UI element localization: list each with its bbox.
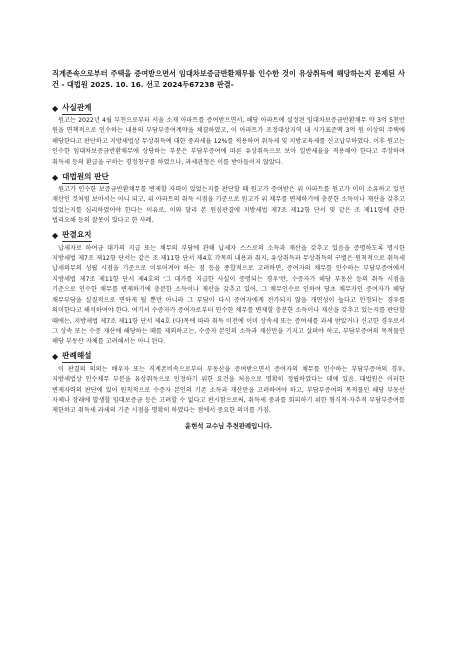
section-body: 납세자로 하여금 대가의 지급 또는 채무의 부담에 관해 납세자 스스로의 소득과 재산을 갖추고 있음을 증명하도록 명시한 지방세법 제7조 제12항 단서는 같은 조 제11항 단서 제4호 각목의 내용과 취지, 유상취득과 무상취득의 구별은 원칙적으로 취득세 납세의무의 성립 시점을 기준으로 이루어져야 하는 점 등을 종합적으로 고려하면, 증여자의 채무를 인수하는 부담부증여에서 지방세법 제7조 제11항 단서 제4호의 '그 대가를 지급한 사실이 증명되는 경우'란, 수증자가 해당 부동산 등의 취득 시점을 기준으로 인수한 채무를 변제하기에 충분한 소득이나 재산을 갖추고 있어, 그 채무인수로 인하여 당초 채무자인 증여자가 해당 채무부담을 실질적으로 면하게 될 뿐만 아니라 그 부담이 다시 증여자에게 전가되지 않을 개연성이 높다고 인정되는 경우를 의미한다고 해석하여야 한다. 여기서 수증자가 증여자로부터 인수한 채무를 변제할 충분한 소득이나 재산을 갖추고 있는지를 판단할 때에는, 지방세법 제7조 제11항 단서 제4호 (다)목에 따라 취득 이전에 이미 상속세 또는 증여세를 과세 받았거나 신고한 경우로서 그 상속 또는 수증 재산에 해당하는 때를 제외하고는, 수증자 본인의 소득과 재산만을 기지고 살펴야 하고, 부담부증여의 목적물인 해당 부동산 자체를 고려해서는 아니 된다. (52, 244, 405, 346)
section-court-judgment (52, 171, 405, 227)
section-heading-label: 판례해설 (62, 350, 91, 363)
section-facts (52, 102, 405, 168)
section-heading (52, 351, 405, 363)
section-heading-label: 사실관계 (62, 102, 91, 115)
section-heading-label: 판결요지 (62, 229, 91, 242)
diamond-bullet-icon: ◆ (52, 172, 59, 182)
section-heading (52, 171, 405, 183)
section-holding (52, 230, 405, 348)
diamond-bullet-icon: ◆ (52, 352, 59, 362)
document-title: 직계존속으로부터 주택을 증여받으면서 임대차보증금반환채무를 인수한 것이 유상취득에 해당하는지 문제된 사건 - 대법원 2025. 10. 16. 선고 2024두67238 판결- (52, 69, 405, 89)
section-body: 이 판결의 의의는 배우자 또는 직계존비속으로부터 부동산을 증여받으면서 증여자의 채무를 인수하는 부담부증여의 경우, 지방세법상 인수채무 부분을 유상취득으로 인정하기 위한 요건을 처음으로 명확히 정립하였다는 데에 있음. 대법원은 이러한 변제자력의 판단에 있어 원칙적으로 수증자 본인의 기존 소득과 재산만을 고려하여야 하고, 부담부증여의 목적물인 해당 부동산 자체나 장래에 발생할 임대보증금 등은 고려할 수 없다고 판시함으로써, 취득세 중과를 회피하기 위한 형식적·자추적 부담부증여를 제한하고 취득세 과세의 기준 시점을 명확히 하였다는 점에서 중요한 의미를 가짐. (52, 365, 405, 415)
section-heading (52, 230, 405, 242)
section-heading (52, 102, 405, 114)
section-body: 원고가 인수한 보증금반환채무를 변제할 자력이 있었는지를 판단할 때 원고가 증여받은 위 아파트를 원고가 이미 소유하고 있던 재산인 것처럼 보아서는 아니 되고, 위 아파트의 취득 시점을 기준으로 원고가 위 채무를 변제하기에 충분한 소득이나 재산을 갖추고 있었는지를 심리하였어야 한다는 이유로, 이와 달리 본 원심판결에 지방세법 제7조 제12항 단서 및 같은 조 제11항에 관한 법리오해 등의 잘못이 있다고 한 사례. (52, 186, 405, 225)
section-commentary (52, 351, 405, 417)
diamond-bullet-icon: ◆ (52, 103, 59, 113)
recommendation-signature: 윤현석 교수님 추천판례입니다. (184, 421, 273, 430)
section-body: 원고는 2022년 4월 부친으로부터 서울 소재 아파트를 증여받으면서, 해당 아파트에 설정된 임대차보증금반환채무 약 3억 5천만 원을 면책적으로 인수하는 내용의 부담부증여계약을 체결하였고, 이 아파트가 조정대상지역 내 시가표준액 3억 원 이상의 주택에 해당한다고 판단하고 지방세법상 무상취득에 대한 중과세율 12%를 적용하여 취득세 및 지방교육세를 신고납부하였다. 이후 원고는 인수한 임대차보증금반환채무에 상당하는 부분은 부담부증여에 따른 유상취득으로 보아 일반세율을 적용해야 한다고 주장하며 취득세 등의 환급을 구하는 경정청구를 하였으나, 과세관청은 이를 받아들이지 않았다. (52, 117, 405, 166)
diamond-bullet-icon: ◆ (52, 231, 59, 241)
section-heading-label: 대법원의 판단 (62, 171, 109, 184)
